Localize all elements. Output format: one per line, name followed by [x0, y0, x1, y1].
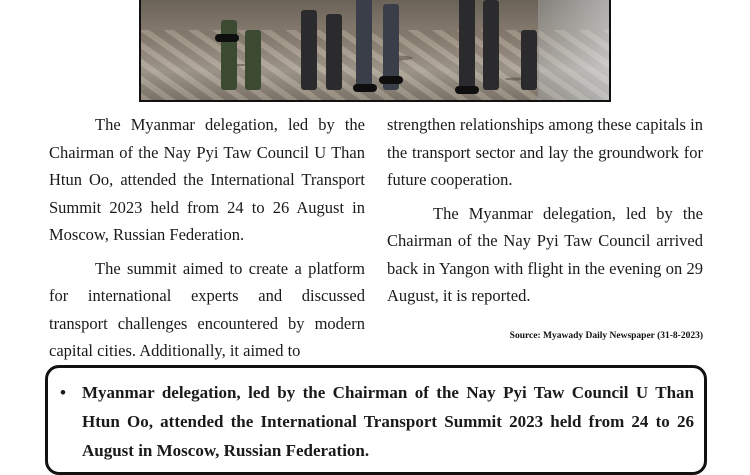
article-column-left	[49, 111, 365, 371]
person-leg	[459, 0, 475, 90]
article-paragraph: strengthen relationships among these capitals in the transport sector and lay the groundwork for future cooperation.	[387, 115, 703, 189]
person-shoe	[455, 86, 479, 94]
article-paragraph: The Myanmar delegation, led by the Chairman of the Nay Pyi Taw Council U Than Htun Oo, attended the International Transport Summit 2023 held from 24 to 26 August in Moscow, Russian Federation.	[49, 115, 365, 244]
person-shoe	[215, 34, 239, 42]
highlight-text: Myanmar delegation, led by the Chairman of the Nay Pyi Taw Council U Than Htun Oo, attended the International Transport Summit 2023 held from 24 to 26 August in Moscow, Russian Federation.	[82, 383, 694, 460]
article-paragraph: The summit aimed to create a platform for international experts and discussed transport challenges encountered by modern capital cities. Additionally, it aimed to	[49, 258, 365, 360]
person-leg	[301, 10, 317, 90]
person-leg	[245, 30, 261, 90]
person-shoe	[379, 76, 403, 84]
highlight-item	[60, 378, 694, 465]
person-leg	[521, 30, 537, 90]
article-column-right	[387, 111, 703, 316]
bullet-icon: •	[60, 383, 66, 402]
glass-wall	[538, 0, 609, 100]
news-photo	[139, 0, 611, 102]
person-shoe	[353, 84, 377, 92]
article-paragraph: The Myanmar delegation, led by the Chairman of the Nay Pyi Taw Council arrived back in Yangon with flight in the evening on 29 August, it is reported.	[387, 203, 703, 305]
person-leg	[221, 20, 237, 90]
person-leg	[356, 0, 372, 90]
highlight-box	[45, 365, 707, 475]
highlight-list	[60, 378, 694, 465]
person-leg	[483, 0, 499, 90]
person-leg	[326, 14, 342, 90]
source-credit: Source: Myawady Daily Newspaper (31-8-2023)	[509, 331, 703, 341]
